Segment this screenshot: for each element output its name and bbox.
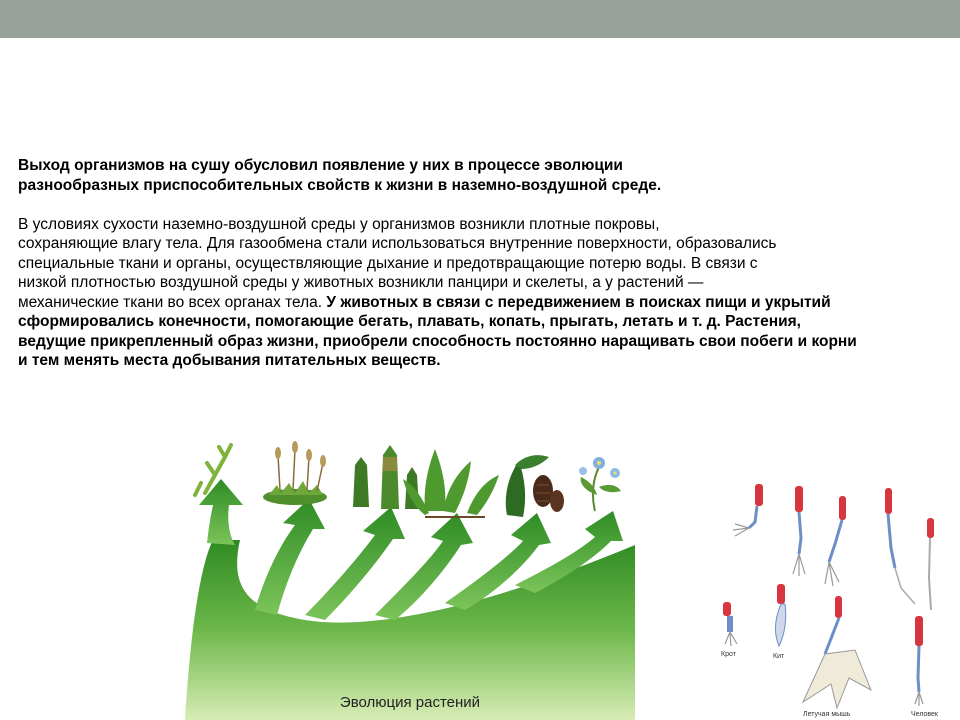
plant-caption: Эволюция растений: [339, 694, 481, 711]
limb-diagram: [911, 616, 939, 718]
body-bold-line: ведущие прикрепленный образ жизни, приобрели способность постоянно наращивать свои побеги и корни: [18, 332, 857, 350]
body-line: низкой плотностью воздушной среды у животных возникли панцири и скелеты, а у растений —: [18, 274, 704, 291]
body-line: В условиях сухости наземно-воздушной среды у организмов возникли плотные покровы,: [18, 215, 660, 233]
plant-evolution-figure: [185, 435, 635, 720]
limbs-svg: [715, 478, 955, 718]
limb-diagram: [733, 484, 763, 536]
body-paragraph: [18, 215, 946, 371]
intro-line: разнообразных приспособительных свойств к жизни в наземно-воздушной среде.: [18, 176, 662, 194]
body-line: механические ткани во всех органах тела.: [18, 293, 323, 311]
limb-diagram: [803, 596, 871, 718]
intro-line: Выход организмов на сушу обусловил появление у них в процессе эволюции: [18, 157, 623, 174]
limbs-figure: [715, 478, 955, 718]
slide-text: [18, 156, 946, 371]
limb-label: Человек: [911, 711, 938, 718]
body-line: сохраняющие влагу тела. Для газообмена стали использоваться внутренние поверхности, образовались: [18, 235, 777, 252]
body-bold-line: сформировались конечности, помогающие бегать, плавать, копать, прыгать, летать и т. д. Растения,: [18, 313, 801, 330]
limb-diagram: [773, 584, 786, 660]
limb-diagram: [825, 496, 846, 586]
limb-label: Летучая мышь: [803, 711, 851, 718]
body-bold-line: У животных в связи с передвижением в поисках пищи и укрытий: [326, 293, 831, 311]
top-decor-bar: [0, 0, 960, 38]
limb-diagram: [721, 602, 737, 658]
limb-label: Крот: [721, 651, 736, 658]
body-bold-line: и тем менять места добывания питательных веществ.: [18, 352, 441, 369]
limb-label: Кит: [773, 653, 785, 660]
limb-diagram: [927, 518, 934, 610]
limb-diagram: [885, 488, 915, 604]
paragraph-gap: [18, 195, 946, 215]
intro-paragraph: [18, 156, 946, 195]
limb-diagram: [793, 486, 805, 576]
plant-evolution-svg: [185, 435, 635, 720]
body-line: специальные ткани и органы, осуществляющие дыхание и предотвращающие потерю воды. В связи с: [18, 254, 758, 272]
